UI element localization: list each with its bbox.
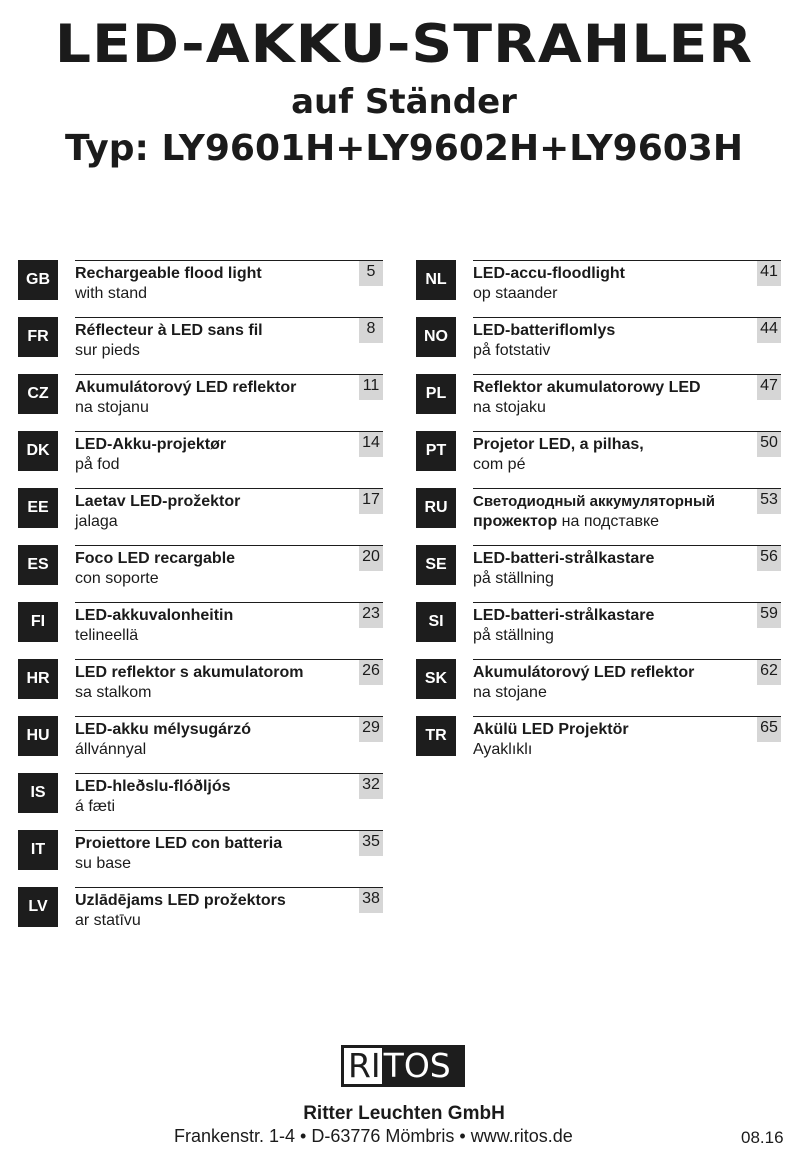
entry-subtitle: com pé <box>473 456 526 473</box>
entry-divider <box>75 431 383 432</box>
entry-subtitle: na stojaku <box>473 399 546 416</box>
language-entry-dk <box>18 431 383 488</box>
language-entry-pl <box>416 374 781 431</box>
entry-divider <box>473 431 781 432</box>
entry-subtitle: Ayaklıklı <box>473 741 533 758</box>
entry-title: Rechargeable flood light <box>75 265 262 282</box>
language-code-badge: IT <box>18 830 58 870</box>
page-number: 44 <box>757 318 781 343</box>
entry-subtitle: with stand <box>75 285 148 302</box>
language-code-badge: CZ <box>18 374 58 414</box>
language-entry-gb <box>18 260 383 317</box>
entry-title: LED-akkuvalonheitin <box>75 607 234 624</box>
page-number: 50 <box>757 432 781 457</box>
entry-subtitle: con soporte <box>75 570 159 587</box>
language-code-badge: PT <box>416 431 456 471</box>
entry-title: Laetav LED-prožektor <box>75 493 241 510</box>
language-entry-hr <box>18 659 383 716</box>
entry-divider <box>473 260 781 261</box>
entry-divider <box>473 716 781 717</box>
entry-divider <box>473 602 781 603</box>
entry-title: LED-accu-floodlight <box>473 265 625 282</box>
language-code-badge: DK <box>18 431 58 471</box>
entry-subtitle: állvánnyal <box>75 741 147 758</box>
company-address: Frankenstr. 1-4 • D-63776 Mömbris • www.ritos.de <box>174 1126 573 1146</box>
entry-divider <box>473 374 781 375</box>
page-number: 35 <box>359 831 383 856</box>
entry-subtitle: på fotstativ <box>473 342 551 359</box>
entry-title: LED-batteri-strålkastare <box>473 550 655 567</box>
language-code-badge: FR <box>18 317 58 357</box>
entry-title: LED-hleðslu-flóðljós <box>75 778 231 795</box>
entry-title: Réflecteur à LED sans fil <box>75 322 263 339</box>
page-number: 11 <box>359 375 383 400</box>
entry-title: LED reflektor s akumulatorom <box>75 664 304 681</box>
language-entry-es <box>18 545 383 602</box>
language-code-badge: NL <box>416 260 456 300</box>
page-number: 65 <box>757 717 781 742</box>
entry-subtitle: jalaga <box>75 513 118 530</box>
language-code-badge: RU <box>416 488 456 528</box>
entry-subtitle: sa stalkom <box>75 684 152 701</box>
document-subtitle: auf Ständer <box>291 82 517 122</box>
page-number: 53 <box>757 489 781 514</box>
entry-title: Akumulátorový LED reflektor <box>473 664 695 681</box>
company-name: Ritter Leuchten GmbH <box>303 1103 505 1124</box>
language-code-badge: NO <box>416 317 456 357</box>
language-code-badge: GB <box>18 260 58 300</box>
logo-text-right: TOS <box>382 1048 462 1084</box>
entry-divider <box>75 488 383 489</box>
document-version: 08.16 <box>741 1128 784 1147</box>
language-entry-it <box>18 830 383 887</box>
language-code-badge: PL <box>416 374 456 414</box>
entry-title: Akülü LED Projektör <box>473 721 629 738</box>
entry-title: Projetor LED, a pilhas, <box>473 436 644 453</box>
entry-title: LED-Akku-projektør <box>75 436 227 453</box>
language-code-badge: SE <box>416 545 456 585</box>
page-number: 23 <box>359 603 383 628</box>
entry-divider <box>75 374 383 375</box>
page-number: 59 <box>757 603 781 628</box>
entry-subtitle: sur pieds <box>75 342 140 359</box>
language-code-badge: TR <box>416 716 456 756</box>
ritos-logo <box>341 1045 465 1087</box>
language-entry-se <box>416 545 781 602</box>
language-code-badge: SK <box>416 659 456 699</box>
entry-subtitle: på ställning <box>473 627 554 644</box>
entry-subtitle: на подставке <box>557 513 660 530</box>
entry-subtitle: su base <box>75 855 132 872</box>
language-entry-lv <box>18 887 383 944</box>
language-index-left <box>18 260 383 944</box>
entry-title: Foco LED recargable <box>75 550 236 567</box>
entry-subtitle: på fod <box>75 456 120 473</box>
page-number: 29 <box>359 717 383 742</box>
entry-title: LED-batteri-strålkastare <box>473 607 655 624</box>
language-code-badge: ES <box>18 545 58 585</box>
language-entry-si <box>416 602 781 659</box>
language-entry-is <box>18 773 383 830</box>
page-number: 8 <box>359 318 383 343</box>
page-number: 26 <box>359 660 383 685</box>
entry-divider <box>75 659 383 660</box>
entry-title: Светодиодный аккумуляторный <box>473 493 715 510</box>
entry-subtitle: ar statīvu <box>75 912 141 929</box>
entry-divider <box>473 659 781 660</box>
entry-title: LED-akku mélysugárzó <box>75 721 252 738</box>
entry-subtitle: na stojanu <box>75 399 149 416</box>
entry-subtitle: på ställning <box>473 570 554 587</box>
language-entry-ee <box>18 488 383 545</box>
entry-title: Uzlādējams LED prožektors <box>75 892 286 909</box>
language-entry-no <box>416 317 781 374</box>
entry-subtitle-bold: прожектор <box>473 513 558 530</box>
language-code-badge: LV <box>18 887 58 927</box>
entry-divider <box>75 260 383 261</box>
entry-divider <box>75 545 383 546</box>
language-entry-nl <box>416 260 781 317</box>
page-number: 14 <box>359 432 383 457</box>
language-entry-tr <box>416 716 781 773</box>
page-number: 38 <box>359 888 383 913</box>
language-entry-hu <box>18 716 383 773</box>
language-code-badge: SI <box>416 602 456 642</box>
entry-divider <box>75 317 383 318</box>
page-number: 47 <box>757 375 781 400</box>
entry-subtitle: á fæti <box>75 798 116 815</box>
document-title: LED-AKKU-STRAHLER <box>54 14 754 75</box>
entry-divider <box>75 602 383 603</box>
entry-subtitle: op staander <box>473 285 558 302</box>
entry-subtitle: na stojane <box>473 684 547 701</box>
type-designation: Typ: LY9601H+LY9602H+LY9603H <box>65 128 743 169</box>
language-entry-sk <box>416 659 781 716</box>
language-entry-cz <box>18 374 383 431</box>
entry-title: Proiettore LED con batteria <box>75 835 283 852</box>
language-code-badge: FI <box>18 602 58 642</box>
logo-text-left: RI <box>344 1048 382 1084</box>
entry-title: Reflektor akumulatorowy LED <box>473 379 701 396</box>
page-number: 17 <box>359 489 383 514</box>
entry-divider <box>75 887 383 888</box>
language-entry-pt <box>416 431 781 488</box>
language-code-badge: HR <box>18 659 58 699</box>
page-number: 20 <box>359 546 383 571</box>
entry-divider <box>75 773 383 774</box>
page-number: 62 <box>757 660 781 685</box>
page-number: 56 <box>757 546 781 571</box>
language-index-right <box>416 260 781 773</box>
entry-title: Akumulátorový LED reflektor <box>75 379 297 396</box>
entry-divider <box>473 317 781 318</box>
entry-divider <box>473 545 781 546</box>
entry-divider <box>75 716 383 717</box>
entry-divider <box>473 488 781 489</box>
entry-title: LED-batteriflomlys <box>473 322 616 339</box>
language-code-badge: IS <box>18 773 58 813</box>
language-entry-ru <box>416 488 781 545</box>
page-number: 32 <box>359 774 383 799</box>
entry-subtitle: telineellä <box>75 627 139 644</box>
page-number: 41 <box>757 261 781 286</box>
entry-divider <box>75 830 383 831</box>
language-code-badge: EE <box>18 488 58 528</box>
language-entry-fr <box>18 317 383 374</box>
page-number: 5 <box>359 261 383 286</box>
language-code-badge: HU <box>18 716 58 756</box>
language-entry-fi <box>18 602 383 659</box>
